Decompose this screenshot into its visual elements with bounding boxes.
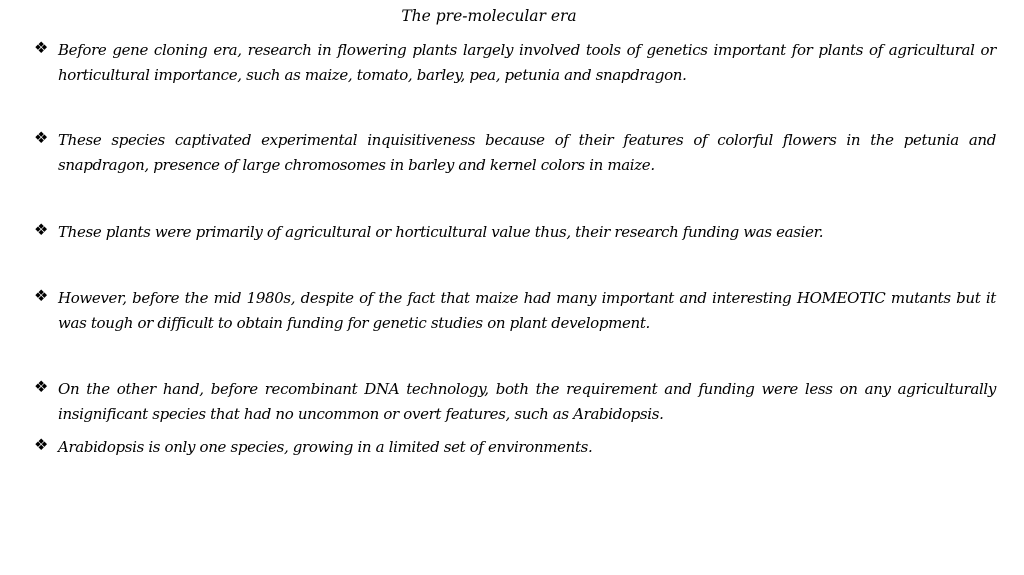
bullet-item <box>34 128 996 178</box>
diamond-bullet-icon: ❖ <box>34 220 49 239</box>
bullet-text: These species captivated experimental inquisitiveness because of their features of colorful flowers in the petunia and snapdragon, presence of large chromosomes in barley and kernel colors in maize. <box>58 131 996 174</box>
bullet-list <box>34 38 996 460</box>
bullet-item <box>34 435 996 460</box>
bullet-item <box>34 220 996 245</box>
bullet-item <box>34 286 996 336</box>
diamond-bullet-icon: ❖ <box>34 128 49 147</box>
bullet-text: On the other hand, before recombinant DNA technology, both the requirement and funding were less on any agriculturally insignificant species that had no uncommon or overt features, such as Arabidopsis. <box>58 380 996 423</box>
bullet-text: Before gene cloning era, research in flowering plants largely involved tools of genetics important for plants of agricultural or horticultural importance, such as maize, tomato, barley, pea, petunia and snapdragon. <box>58 41 996 84</box>
bullet-text: Arabidopsis is only one species, growing in a limited set of environments. <box>58 438 593 456</box>
diamond-bullet-icon: ❖ <box>34 38 49 57</box>
bullet-item <box>34 377 996 427</box>
slide-title: The pre-molecular era <box>401 7 577 25</box>
diamond-bullet-icon: ❖ <box>34 286 49 305</box>
bullet-item <box>34 38 996 88</box>
bullet-text: However, before the mid 1980s, despite of the fact that maize had many important and interesting HOMEOTIC mutants but it was tough or difficult to obtain funding for genetic studies on plant development. <box>58 289 996 332</box>
diamond-bullet-icon: ❖ <box>34 435 49 454</box>
diamond-bullet-icon: ❖ <box>34 377 49 396</box>
bullet-text: These plants were primarily of agricultural or horticultural value thus, their research funding was easier. <box>58 223 824 241</box>
